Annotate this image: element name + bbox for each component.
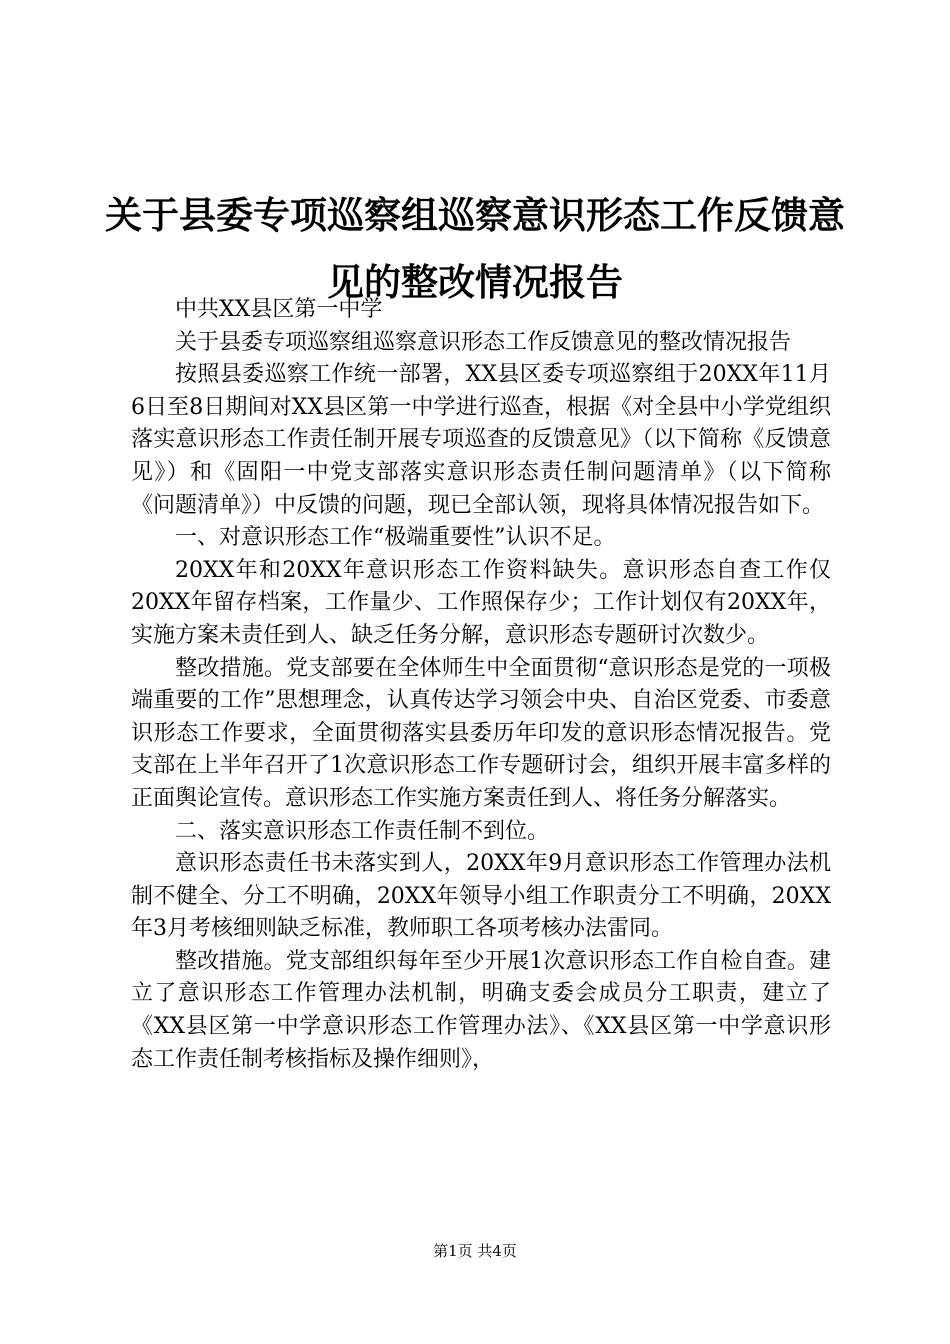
paragraph: 意识形态责任书未落实到人，20XX年9月意识形态工作管理办法机制不健全、分工不明确，20XX年领导小组工作职责分工不明确，20XX年3月考核细则缺乏标准，教师职工各项考核办法雷同。 bbox=[131, 851, 831, 942]
document-body bbox=[131, 294, 831, 1076]
paragraph: 20XX年和20XX年意识形态工作资料缺失。意识形态自查工作仅20XX年留存档案，工作量少、工作照保存少；工作计划仅有20XX年，实施方案未责任到人、缺乏任务分解，意识形态专题研讨次数少。 bbox=[131, 557, 831, 648]
page-footer: 第1页 共4页 bbox=[433, 1242, 517, 1260]
document-title: 关于县委专项巡察组巡察意识形态工作反馈意见的整改情况报告 bbox=[105, 193, 845, 304]
section-heading: 二、落实意识形态工作责任制不到位。 bbox=[175, 818, 550, 844]
paragraph: 关于县委专项巡察组巡察意识形态工作反馈意见的整改情况报告 bbox=[175, 329, 792, 355]
paragraph: 整改措施。党支部组织每年至少开展1次意识形态工作自检自查。建立了意识形态工作管理办法机制，明确支委会成员分工职责，建立了《XX县区第一中学意识形态工作管理办法》、《XX县区第一中学意识形态工作责任制考核指标及操作细则》， bbox=[131, 948, 831, 1072]
paragraph: 中共XX县区第一中学 bbox=[175, 297, 383, 322]
paragraph: 按照县委巡察工作统一部署，XX县区委专项巡察组于20XX年11月6日至8日期间对XX县区第一中学进行巡查，根据《对全县中小学党组织落实意识形态工作责任制开展专项巡查的反馈意见》（以下简称《反馈意见》）和《固阳一中党支部落实意识形态责任制问题清单》（以下简称《问题清单》）中反馈的问题，现已全部认领，现将具体情况报告如下。 bbox=[131, 362, 831, 518]
paragraph: 整改措施。党支部要在全体师生中全面贯彻“意识形态是党的一项极端重要的工作”思想理念，认真传达学习领会中央、自治区党委、市委意识形态工作要求，全面贯彻落实县委历年印发的意识形态情况报告。党支部在上半年召开了1次意识形态工作专题研讨会，组织开展丰富多样的正面舆论宣传。意识形态工作实施方案责任到人、将任务分解落实。 bbox=[131, 655, 831, 811]
section-heading: 一、对意识形态工作“极端重要性”认识不足。 bbox=[175, 525, 616, 551]
